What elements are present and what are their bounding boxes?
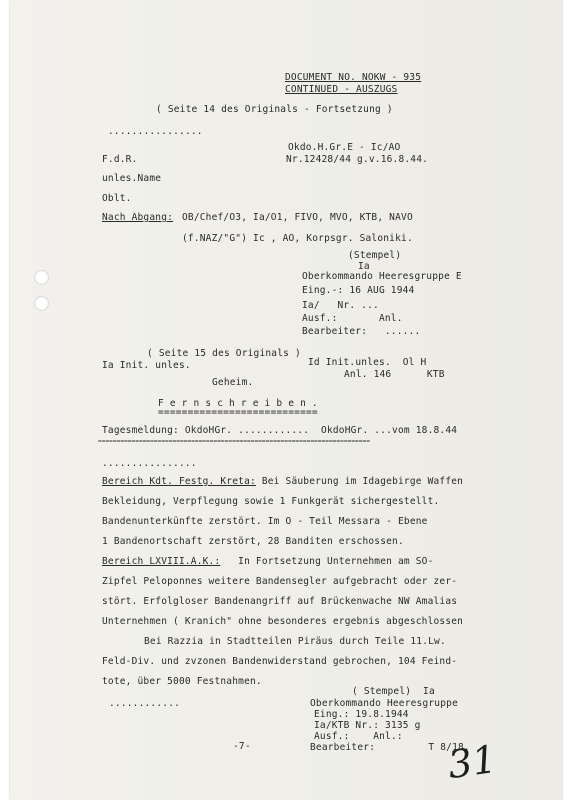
unles-name: unles.Name (102, 173, 162, 184)
body-line-2: Bekleidung, Verpflegung sowie 1 Funkgerät sichergestellt. (102, 496, 440, 507)
double-rule: ========================================================================= (98, 438, 370, 445)
tagesmeldung-line: Tagesmeldung: OkdoHGr. ............ OkdoHGr. ...vom 18.8.44 (102, 425, 458, 436)
section-label-lxviii: Bereich LXVIII.A.K.: (102, 556, 221, 567)
body-line-8: Unternehmen ( Kranich" ohne besonderes ergebnis abgeschlossen (102, 616, 464, 627)
nach-abgang-label: Nach Abgang: (102, 212, 174, 223)
distribution-list: OB/Chef/O3, Ia/O1, FIVO, MVO, KTB, NAVO (182, 212, 413, 223)
body-line-1 (102, 476, 463, 487)
body-line-3: Bandenunterkünfte zerstört. Im O - Teil Messara - Ebene (102, 516, 428, 527)
ia-initials: Ia Init. unles. (102, 360, 191, 371)
handwritten-page-number: 31 (445, 736, 500, 788)
dots-line: ................ (102, 458, 197, 469)
stamp2-bearbeiter: Bearbeiter: T 8/18. (310, 742, 470, 753)
fernschreiben-title: F e r n s c h r e i b e n . (158, 398, 318, 409)
original-page-14-note: ( Seite 14 des Originals - Fortsetzung ) (156, 104, 393, 115)
document-page (10, 0, 562, 800)
reference-line-1: Okdo.H.Gr.E - Ic/AO (288, 142, 401, 153)
body-line-4: 1 Bandenortschaft zerstört, 28 Banditen erschossen. (102, 536, 404, 547)
original-page-15-note: ( Seite 15 des Originals ) (147, 348, 301, 359)
annex-number: Anl. 146 KTB (344, 369, 445, 380)
body-line-9: Bei Razzia in Stadtteilen Piräus durch Teile 11.Lw. (144, 636, 446, 647)
body-line-5 (102, 556, 434, 567)
document-number: DOCUMENT NO. NOKW - 935 (285, 72, 422, 83)
stamp2-office: Oberkommando Heeresgruppe (310, 698, 458, 709)
stamp1-ia-nr: Ia/ Nr. ... (302, 300, 379, 311)
distribution-list-2: (f.NAZ/"G") Ic , AO, Korpsgr. Saloniki. (182, 233, 413, 244)
title-double-underline: =========================== (158, 407, 318, 418)
stamp1-office: Oberkommando Heeresgruppe E (302, 271, 462, 282)
stamp1-bearbeiter: Bearbeiter: ...... (302, 326, 421, 337)
body-line-11: tote, über 5000 Festnahmen. (102, 676, 262, 687)
rank-oblt: Oblt. (102, 193, 132, 204)
punch-hole (34, 270, 49, 285)
body-line-7: stört. Erfolgloser Bandenangriff auf Brückenwache NW Amalias (102, 596, 458, 607)
stamp1-ausf: Ausf.: Anl. (302, 313, 403, 324)
dots-line: ............ (109, 698, 181, 709)
body-line-10: Feld-Div. und zvzonen Bandenwiderstand gebrochen, 104 Feind- (102, 656, 458, 667)
page-number: -7- (233, 741, 251, 752)
body-line-6: Zipfel Peloponnes weitere Bandensegler aufgebracht oder zer- (102, 576, 458, 587)
stamp1-eing: Eing.-: 16 AUG 1944 (302, 285, 415, 296)
body-text: Bei Säuberung im Idagebirge Waffen (255, 476, 464, 487)
stamp1-label: (Stempel) (348, 250, 402, 261)
document-type: CONTINUED - AUSZUGS (285, 84, 398, 95)
section-label-kreta: Bereich Kdt. Festg. Kreta: (102, 476, 256, 487)
dots-line: ................ (108, 126, 203, 137)
stamp2-ia-ktb: Ia/KTB Nr.: 3135 g (314, 720, 421, 731)
classification-geheim: Geheim. (212, 377, 254, 388)
reference-line-2: Nr.12428/44 g.v.16.8.44. (286, 154, 429, 165)
stamp2-eing: Eing.: 19.8.1944 (314, 709, 409, 720)
stamp2-label: ( Stempel) Ia (352, 686, 435, 697)
punch-hole (34, 296, 49, 311)
id-initials: Id Init.unles. Ol H (308, 357, 427, 368)
stamp2-ausf: Ausf.: Anl.: (314, 731, 403, 742)
stamp1-ia: Ia (358, 261, 370, 272)
body-text: In Fortsetzung Unternehmen am SO- (220, 556, 434, 567)
fdr-label: F.d.R. (102, 154, 138, 165)
